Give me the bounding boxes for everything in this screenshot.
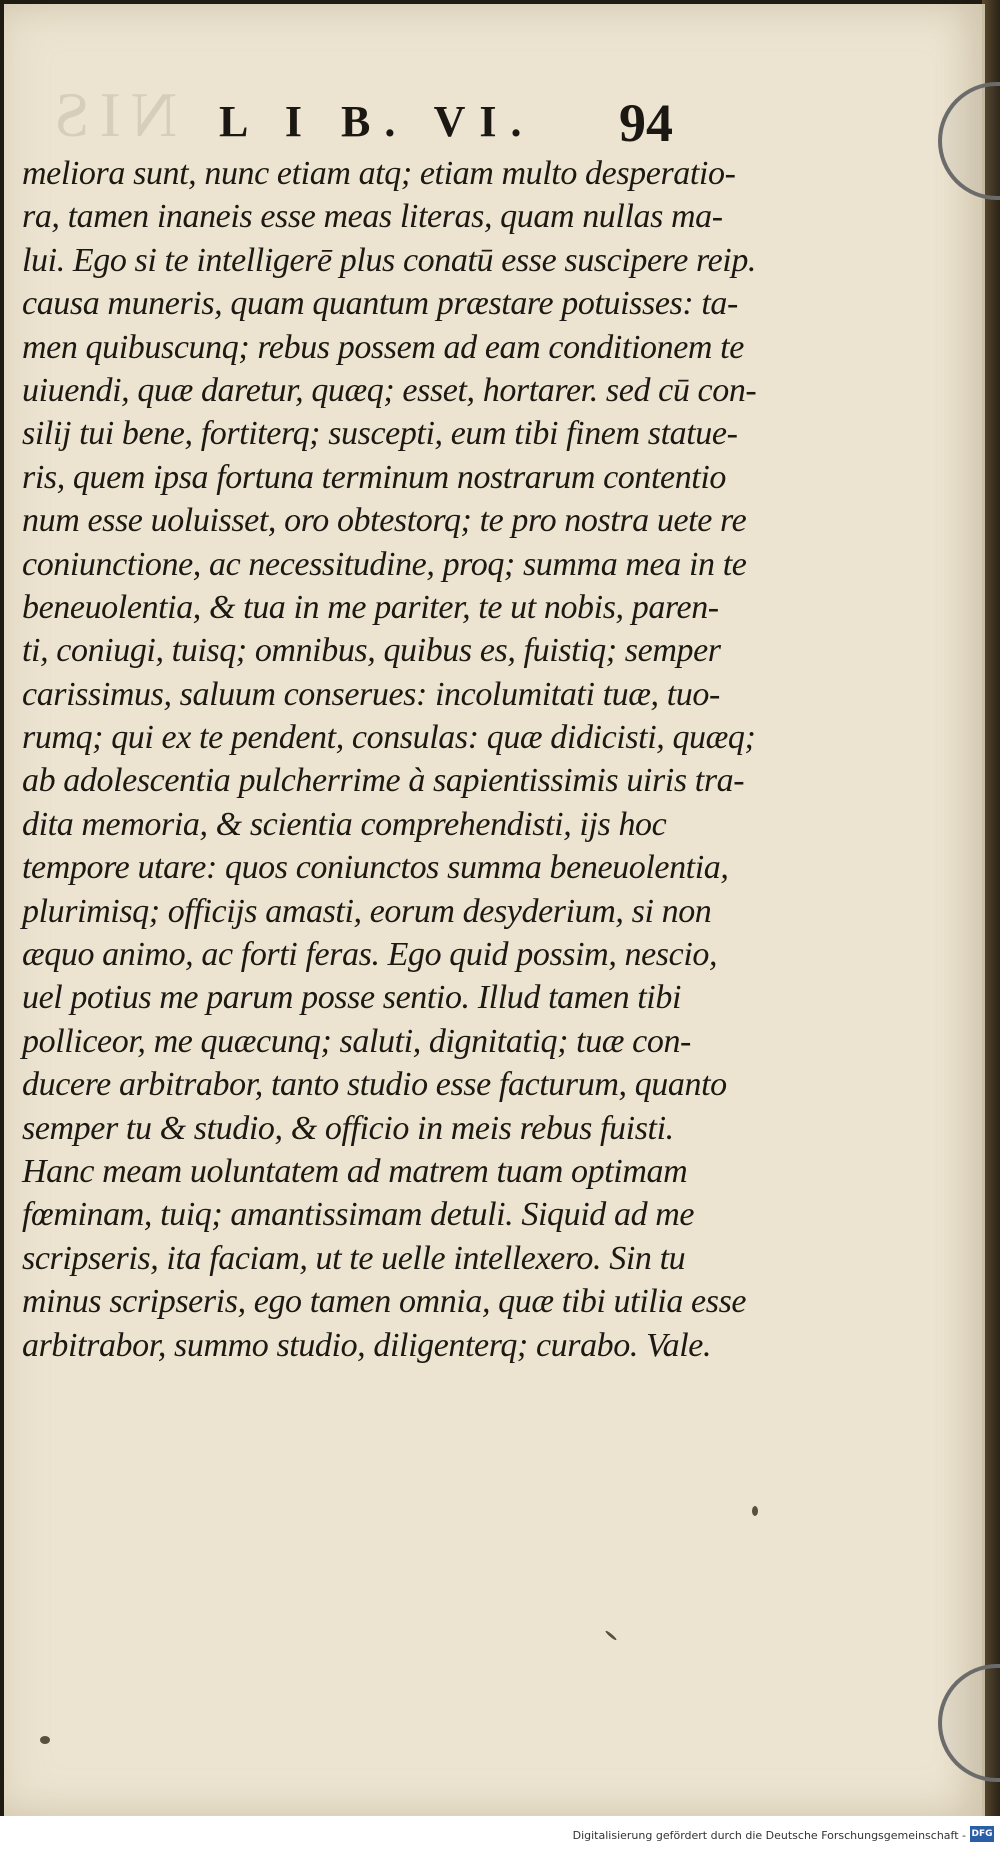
text-line: arbitrabor, summo studio, diligenterq; curabo. Vale. [22, 1326, 712, 1364]
body-text [22, 152, 757, 1367]
text-line: ab adolescentia pulcherrime à sapientissimis uiris tra- [22, 762, 745, 800]
text-line: uiuendi, quæ daretur, quæq; esset, hortarer. sed cū con- [22, 371, 757, 409]
text-line: minus scripseris, ego tamen omnia, quæ tibi utilia esse [22, 1283, 747, 1321]
text-line: lui. Ego si te intelligerē plus conatū esse suscipere reip. [22, 241, 757, 279]
text-line: silij tui bene, fortiterq; suscepti, eum tibi finem statue- [22, 415, 738, 453]
footer-credit: Digitalisierung gefördert durch die Deutsche Forschungsgemeinschaft - [572, 1829, 966, 1842]
page-number: 94 [619, 93, 673, 153]
text-line: ti, coniugi, tuisq; omnibus, quibus es, fuistiq; semper [22, 632, 721, 670]
text-line: scripseris, ita faciam, ut te uelle intellexero. Sin tu [22, 1239, 686, 1277]
text-line: polliceor, me quæcunq; saluti, dignitatiq; tuæ con- [22, 1022, 691, 1060]
running-title: L I B. VI. [219, 97, 536, 146]
text-line: causa muneris, quam quantum præstare potuisses: ta- [22, 285, 738, 323]
text-line: tempore utare: quos coniunctos summa beneuolentia, [22, 849, 729, 887]
text-line: carissimus, saluum conserues: incolumitati tuæ, tuo- [22, 675, 720, 713]
text-line: semper tu & studio, & officio in meis rebus fuisti. [22, 1109, 674, 1147]
text-line: rumq; qui ex te pendent, consulas: quæ didicisti, quæq; [22, 719, 756, 757]
text-line: num esse uoluisset, oro obtestorq; te pro nostra uete re [22, 502, 747, 540]
text-line: men quibuscunq; rebus possem ad eam conditionem te [22, 328, 744, 366]
text-line: coniunctione, ac necessitudine, proq; summa mea in te [22, 545, 747, 583]
text-line: ducere arbitrabor, tanto studio esse facturum, quanto [22, 1066, 727, 1104]
text-line: beneuolentia, & tua in me pariter, te ut nobis, paren- [22, 588, 719, 626]
paper-speck [40, 1736, 50, 1744]
text-line: dita memoria, & scientia comprehendisti, ijs hoc [22, 805, 667, 843]
text-line: Hanc meam uoluntatem ad matrem tuam optimam [22, 1152, 688, 1190]
text-line: fœminam, tuiq; amantissimam detuli. Siquid ad me [22, 1196, 695, 1234]
text-line: æquo animo, ac forti feras. Ego quid possim, nescio, [22, 936, 718, 974]
book-page [4, 4, 985, 1816]
bleed-through-text: NIS [44, 79, 178, 150]
paper-speck [605, 1630, 618, 1641]
text-line: meliora sunt, nunc etiam atq; etiam multo desperatio- [22, 155, 736, 192]
text-line: plurimisq; officijs amasti, eorum desyderium, si non [22, 892, 712, 930]
text-line: ra, tamen inaneis esse meas literas, quam nullas ma- [22, 198, 723, 236]
text-line: uel potius me parum posse sentio. Illud tamen tibi [22, 979, 682, 1017]
text-line: ris, quem ipsa fortuna terminum nostrarum contentio [22, 458, 726, 496]
digitization-footer [0, 1816, 1000, 1852]
dfg-logo-icon: DFG [970, 1826, 994, 1842]
paper-speck [752, 1506, 758, 1516]
